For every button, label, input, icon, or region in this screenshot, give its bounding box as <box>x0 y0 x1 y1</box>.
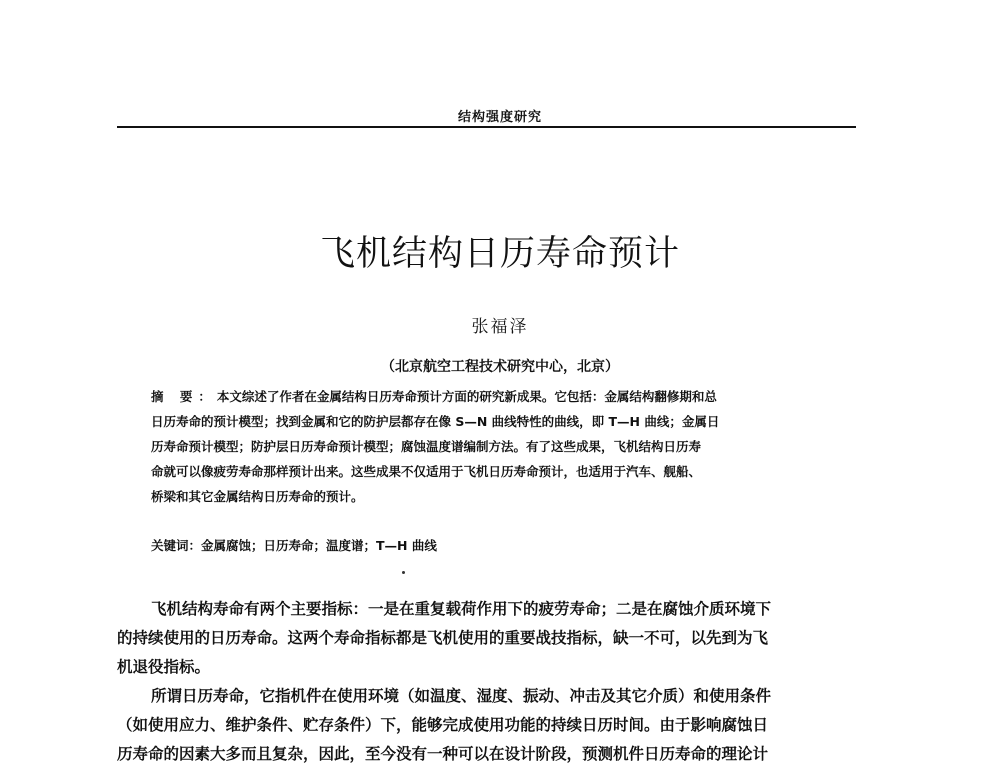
abstract-line <box>151 384 827 409</box>
body-line: 所谓日历寿命，它指机件在使用环境（如温度、湿度、振动、冲击及其它介质）和使用条件 <box>151 686 772 705</box>
scan-speck <box>402 571 405 574</box>
abstract <box>151 384 827 509</box>
body-line: （如使用应力、维护条件、贮存条件）下，能够完成使用功能的持续日历时间。由于影响腐蚀日 <box>117 715 769 734</box>
header-rule <box>117 126 856 128</box>
body-text <box>117 594 862 768</box>
body-line: 机退役指标。 <box>117 657 211 676</box>
keywords <box>151 536 827 554</box>
abstract-label: 摘 要： <box>151 389 217 404</box>
abstract-text: 本文综述了作者在金属结构日历寿命预计方面的研究新成果。它包括：金属结构翻修期和总 <box>216 389 717 404</box>
abstract-line: 桥梁和其它金属结构日历寿命的预计。 <box>151 489 364 504</box>
running-head: 结构强度研究 <box>457 110 542 125</box>
keywords-label: 关键词： <box>151 538 202 553</box>
abstract-line: 日历寿命的预计模型；找到金属和它的防护层都存在像 S—N 曲线特性的曲线，即 T—H 曲线；金属日 <box>151 414 720 429</box>
body-line: 飞机结构寿命有两个主要指标：一是在重复载荷作用下的疲劳寿命；二是在腐蚀介质环境下 <box>151 599 772 618</box>
paper-title: 飞机结构日历寿命预计 <box>319 234 680 274</box>
author-name: 张福泽 <box>471 317 529 337</box>
author-affiliation: （北京航空工程技术研究中心，北京） <box>381 359 619 375</box>
body-line: 的持续使用的日历寿命。这两个寿命指标都是飞机使用的重要战技指标，缺一不可，以先到为飞 <box>117 628 769 647</box>
abstract-line: 命就可以像疲劳寿命那样预计出来。这些成果不仅适用于飞机日历寿命预计，也适用于汽车、舰船、 <box>151 464 702 479</box>
body-line: 历寿命的因素大多而且复杂，因此，至今没有一种可以在设计阶段，预测机件日历寿命的理论计 <box>117 744 769 763</box>
abstract-line: 历寿命预计模型；防护层日历寿命预计模型；腐蚀温度谱编制方法。有了这些成果，飞机结构日历寿 <box>151 439 702 454</box>
keywords-text: 金属腐蚀；日历寿命；温度谱；T—H 曲线 <box>201 538 437 553</box>
